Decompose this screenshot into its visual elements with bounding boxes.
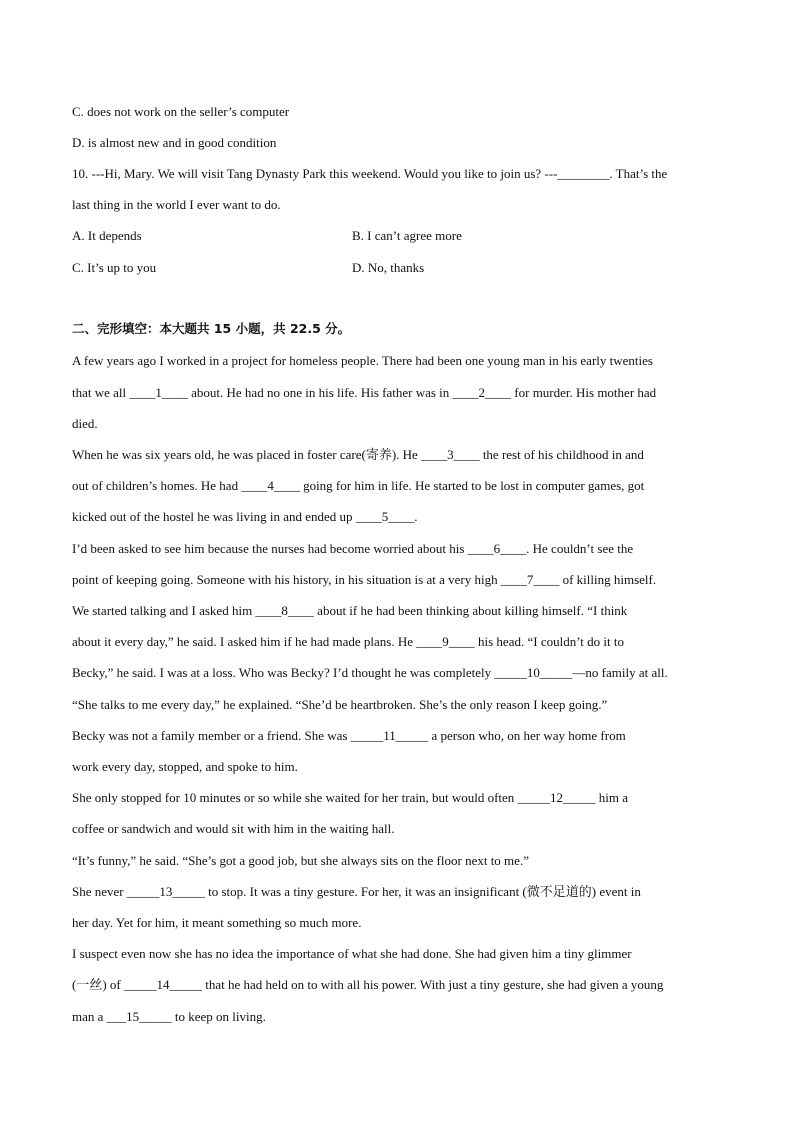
passage-line: coffee or sandwich and would sit with him in the waiting hall.	[72, 821, 395, 836]
passage-line: I suspect even now she has no idea the importance of what she had done. She had given him a tiny glimmer	[72, 946, 632, 961]
passage-line: I’d been asked to see him because the nurses had become worried about his ____6____. He couldn’t see the	[72, 541, 634, 556]
passage-line: work every day, stopped, and spoke to him.	[72, 759, 298, 774]
q10-option-a: A. It depends	[72, 228, 142, 243]
passage-line: She only stopped for 10 minutes or so while she waited for her train, but would often _____12_____ him a	[72, 790, 629, 805]
passage-line: Becky was not a family member or a friend. She was _____11_____ a person who, on her way home from	[72, 728, 626, 743]
passage-line: When he was six years old, he was placed in foster care(寄养). He ____3____ the rest of his childhood in and	[72, 447, 644, 462]
q9-option-d: D. is almost new and in good condition	[72, 135, 277, 150]
passage-line: (一丝) of _____14_____ that he had held on to with all his power. With just a tiny gesture, she had given a young	[72, 977, 664, 992]
passage-line: died.	[72, 416, 98, 431]
passage-line: “It’s funny,” he said. “She’s got a good job, but she always sits on the floor next to me.”	[72, 853, 529, 868]
passage-line: “She talks to me every day,” he explained. “She’d be heartbroken. She’s the only reason I keep going.”	[72, 697, 608, 712]
q10-option-d: D. No, thanks	[352, 260, 425, 275]
passage-line: her day. Yet for him, it meant something so much more.	[72, 915, 362, 930]
q10-option-b: B. I can’t agree more	[352, 228, 462, 243]
q10-option-c: C. It’s up to you	[72, 260, 157, 275]
passage-line: A few years ago I worked in a project for homeless people. There had been one young man in his early twenties	[72, 353, 653, 368]
section-heading: 二、完形填空：本大题共 15 小题，共 22.5 分。	[72, 321, 351, 336]
q10-stem-line-1: 10. ---Hi, Mary. We will visit Tang Dynasty Park this weekend. Would you like to join us? ---________. That’s the	[72, 166, 668, 181]
passage-line: out of children’s homes. He had ____4____ going for him in life. He started to be lost in computer games, got	[72, 478, 645, 493]
passage-line: Becky,” he said. I was at a loss. Who was Becky? I’d thought he was completely _____10_____—no family at all.	[72, 665, 668, 680]
q10-stem-line-2: last thing in the world I ever want to do.	[72, 197, 281, 212]
q9-option-c: C. does not work on the seller’s computer	[72, 104, 290, 119]
passage-line: She never _____13_____ to stop. It was a tiny gesture. For her, it was an insignificant (微不足道的) event in	[72, 884, 641, 899]
passage-line: that we all ____1____ about. He had no one in his life. His father was in ____2____ for murder. His mother had	[72, 385, 657, 400]
passage-line: kicked out of the hostel he was living in and ended up ____5____.	[72, 509, 418, 524]
passage-line: about it every day,” he said. I asked him if he had made plans. He ____9____ his head. “I couldn’t do it to	[72, 634, 624, 649]
passage-line: man a ___15_____ to keep on living.	[72, 1009, 266, 1024]
passage-line: We started talking and I asked him ____8____ about if he had been thinking about killing himself. “I think	[72, 603, 628, 618]
passage-line: point of keeping going. Someone with his history, in his situation is at a very high ____7____ of killing himself.	[72, 572, 657, 587]
